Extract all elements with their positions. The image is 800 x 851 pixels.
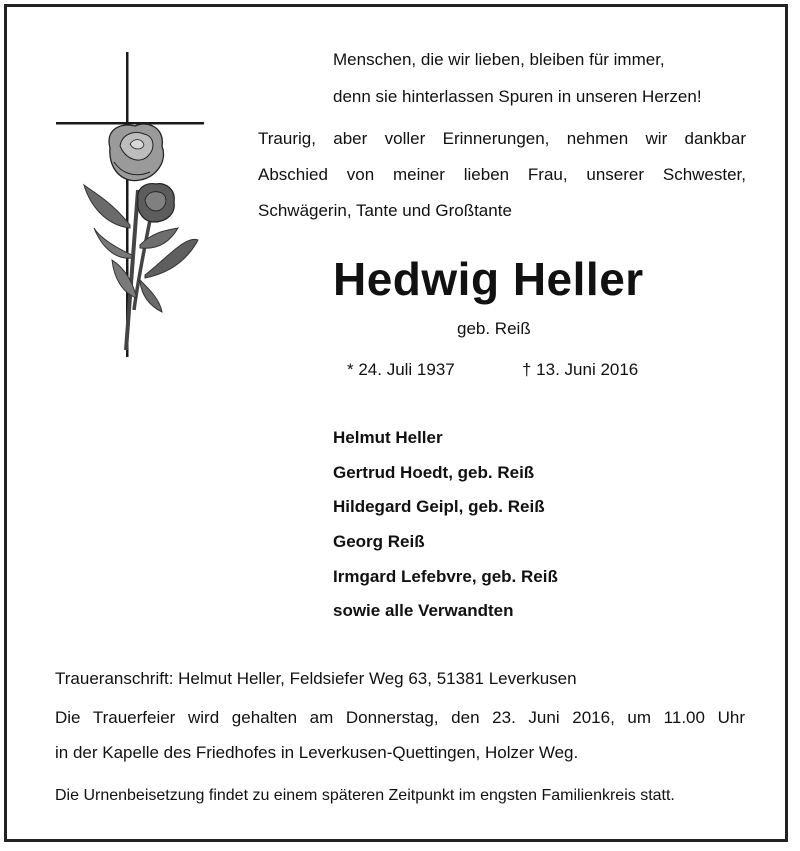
mourner-1: Helmut Heller bbox=[333, 428, 443, 447]
motto-line-1: Menschen, die wir lieben, bleiben für immer, bbox=[333, 50, 665, 69]
cross-with-roses-icon bbox=[50, 50, 210, 360]
burial-line: Die Urnenbeisetzung findet zu einem späteren Zeitpunkt im engsten Familienkreis statt. bbox=[55, 787, 675, 804]
service-line-1: Die Trauerfeier wird gehalten am Donnerstag, den 23. Juni 2016, um 11.00 Uhr bbox=[55, 708, 745, 727]
mourner-3: Hildegard Geipl, geb. Reiß bbox=[333, 497, 545, 516]
mourner-5: Irmgard Lefebvre, geb. Reiß bbox=[333, 567, 558, 586]
service-line-2: in der Kapelle des Friedhofes in Leverkusen-Quettingen, Holzer Weg. bbox=[55, 743, 579, 762]
deceased-name: Hedwig Heller bbox=[333, 253, 644, 305]
mourner-6: sowie alle Verwandten bbox=[333, 601, 514, 620]
motto-line-2: denn sie hinterlassen Spuren in unseren Herzen! bbox=[333, 87, 702, 106]
mourner-4: Georg Reiß bbox=[333, 532, 425, 551]
intro-line-1: Traurig, aber voller Erinnerungen, nehmen wir dankbar bbox=[258, 129, 746, 148]
birth-date: * 24. Juli 1937 bbox=[347, 360, 455, 379]
address-line: Traueranschrift: Helmut Heller, Feldsiefer Weg 63, 51381 Leverkusen bbox=[55, 669, 577, 688]
intro-line-3: Schwägerin, Tante und Großtante bbox=[258, 201, 512, 220]
mourner-2: Gertrud Hoedt, geb. Reiß bbox=[333, 463, 535, 482]
maiden-name: geb. Reiß bbox=[457, 319, 531, 338]
death-date: † 13. Juni 2016 bbox=[522, 360, 639, 379]
intro-line-2: Abschied von meiner lieben Frau, unserer Schwester, bbox=[258, 165, 746, 184]
